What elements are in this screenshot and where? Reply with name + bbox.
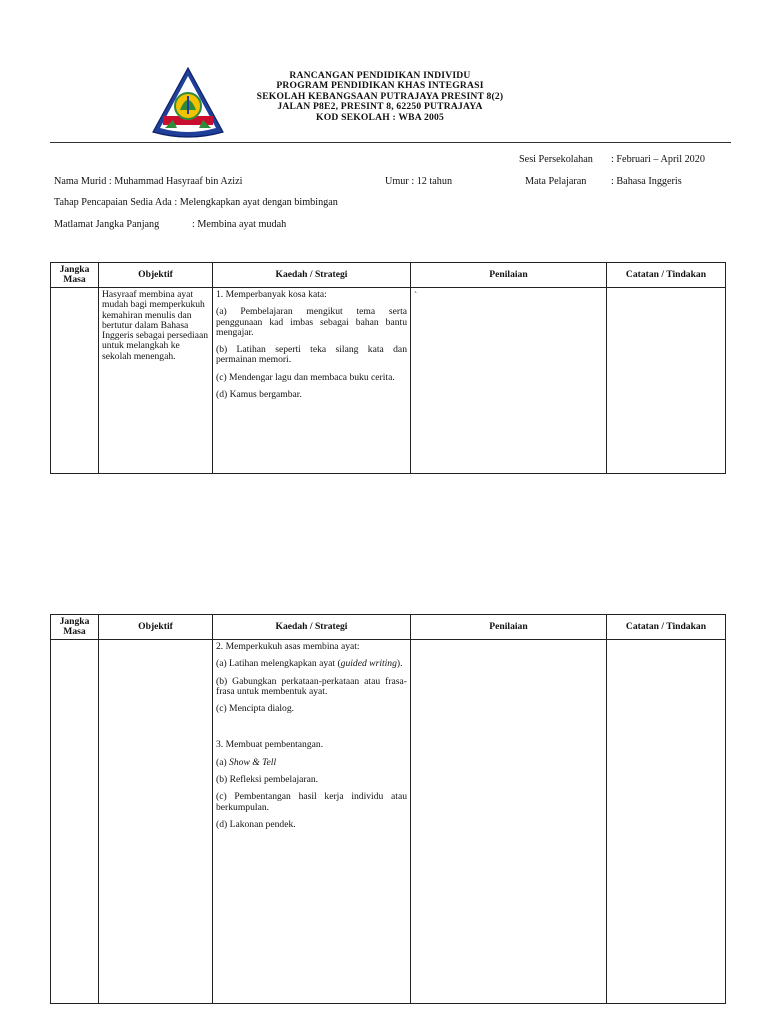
strategi-item: (d) Lakonan pendek. — [216, 818, 296, 830]
strategi-italic: Show & Tell — [229, 756, 277, 768]
header-jangka-masa: Jangka Masa — [51, 615, 99, 640]
strategi-item: (b) Latihan seperti teka silang kata dan permainan memori. — [216, 344, 407, 366]
strategi-item: 1. Memperbanyak kosa kata: — [216, 289, 327, 300]
header-line: JALAN P8E2, PRESINT 8, 62250 PUTRAJAYA — [277, 101, 483, 113]
sesi-label: Sesi Persekolahan — [519, 154, 593, 165]
catatan-cell — [607, 640, 726, 1004]
table-header-row — [51, 263, 726, 288]
matlamat-value: : Membina ayat mudah — [192, 219, 287, 230]
strategi-item: (d) Kamus bergambar. — [216, 389, 302, 401]
plan-table-1 — [50, 262, 726, 474]
mata-pelajaran-label: Mata Pelajaran — [525, 176, 587, 187]
strategi-item: (c) Mendengar lagu dan membaca buku cerita. — [216, 371, 395, 383]
header-objektif: Objektif — [99, 263, 213, 288]
strategi-item — [216, 659, 407, 669]
sesi-value: : Februari – April 2020 — [611, 154, 705, 165]
table-row — [51, 640, 726, 1004]
strategi-italic: guided writing — [340, 658, 397, 670]
plan-table-2 — [50, 614, 726, 1004]
header-line: SEKOLAH KEBANGSAAN PUTRAJAYA PRESINT 8(2) — [256, 90, 504, 102]
header-jangka-masa: Jangka Masa — [51, 263, 99, 288]
header-kaedah: Kaedah / Strategi — [213, 263, 411, 288]
strategi-item: 2. Memperkukuh asas membina ayat: — [216, 641, 360, 652]
objektif-cell: Hasyraaf membina ayat mudah bagi memperkukuh kemahiran menulis dan bertutur dalam Bahasa Inggeris sebagai persediaan untuk melangkah ke sekolah menengah. — [99, 288, 213, 474]
tahap-pencapaian: Tahap Pencapaian Sedia Ada : Melengkapkan ayat dengan bimbingan — [54, 197, 338, 208]
nama-murid: Nama Murid : Muhammad Hasyraaf bin Azizi — [54, 176, 243, 187]
header-kaedah: Kaedah / Strategi — [213, 615, 411, 640]
header-line: KOD SEKOLAH : WBA 2005 — [316, 111, 444, 123]
jangka-masa-cell — [51, 640, 99, 1004]
strategi-text: (a) Latihan melengkapkan ayat ( — [216, 658, 341, 670]
matlamat-label: Matlamat Jangka Panjang — [54, 219, 160, 230]
strategi-cell — [213, 288, 411, 474]
header-catatan: Catatan / Tindakan — [607, 615, 726, 640]
jangka-masa-cell — [51, 288, 99, 474]
table-header-row — [51, 615, 726, 640]
strategi-item: 3. Membuat pembentangan. — [216, 739, 324, 751]
strategi-item: (c) Pembentangan hasil kerja individu atau berkumpulan. — [216, 791, 407, 813]
strategi-item: (c) Mencipta dialog. — [216, 703, 295, 715]
table-row — [51, 288, 726, 474]
header-penilaian: Penilaian — [411, 263, 607, 288]
strategi-item: (a) Pembelajaran mengikut tema serta penggunaan kad imbas sebagai bahan bantu mengajar. — [216, 306, 407, 338]
strategi-text: ). — [396, 658, 403, 670]
header-divider — [50, 142, 731, 143]
strategi-item — [216, 758, 407, 768]
strategi-text: (a) — [216, 756, 230, 768]
umur: Umur : 12 tahun — [385, 176, 453, 187]
school-logo — [149, 66, 227, 140]
strategi-cell — [213, 640, 411, 1004]
catatan-cell — [607, 288, 726, 474]
header-line: RANCANGAN PENDIDIKAN INDIVIDU — [289, 70, 471, 81]
objektif-cell — [99, 640, 213, 1004]
header-line: PROGRAM PENDIDIKAN KHAS INTEGRASI — [276, 80, 484, 92]
mata-pelajaran-value: : Bahasa Inggeris — [611, 176, 682, 187]
penilaian-cell — [411, 640, 607, 1004]
header-catatan: Catatan / Tindakan — [607, 263, 726, 288]
school-header — [230, 71, 530, 123]
header-penilaian: Penilaian — [411, 615, 607, 640]
strategi-item: (b) Gabungkan perkataan-perkataan atau frasa-frasa untuk membentuk ayat. — [216, 675, 407, 697]
penilaian-cell: ` — [411, 288, 607, 474]
strategi-item: (b) Refleksi pembelajaran. — [216, 774, 319, 786]
header-objektif: Objektif — [99, 615, 213, 640]
